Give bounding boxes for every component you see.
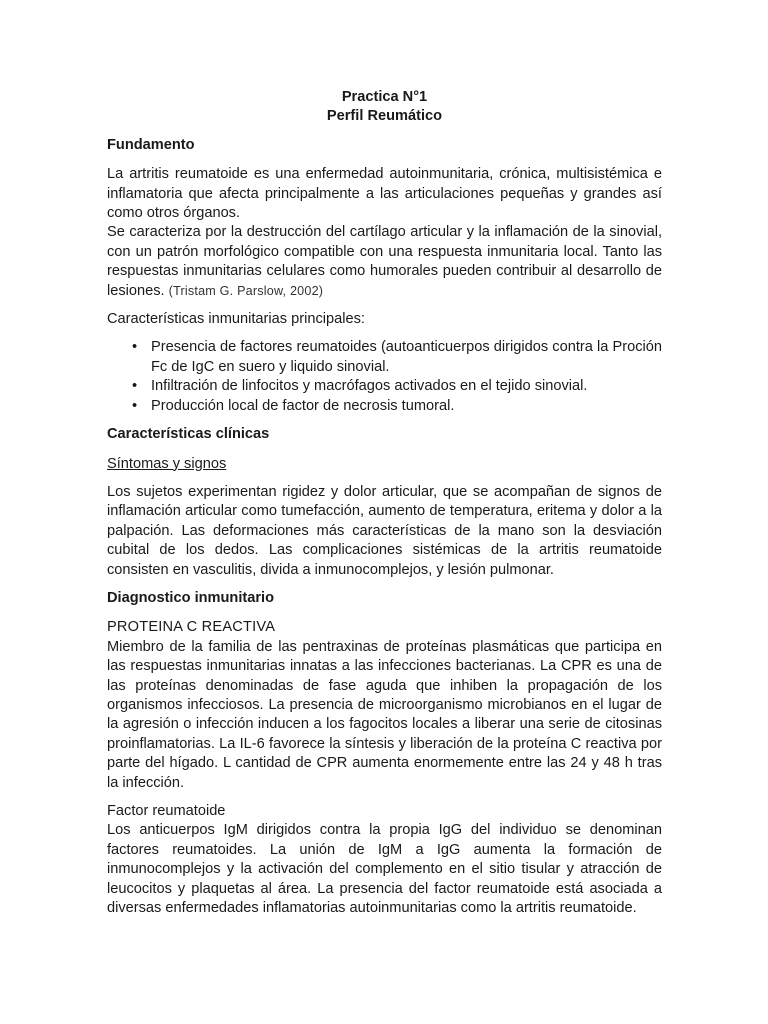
- list-item-text: Infiltración de linfocitos y macrófagos activados en el tejido sinovial.: [151, 378, 588, 395]
- fr-title: Factor reumatoide: [107, 803, 226, 819]
- list-item-text: Presencia de factores reumatoides (autoanticuerpos dirigidos contra la Proción Fc de IgC en suero y liquido sinovial.: [151, 339, 662, 375]
- fr-paragraph: Los anticuerpos IgM dirigidos contra la propia IgG del individuo se denominan factores reumatoides. La unión de IgM a IgG aumenta la formación de inmunocomplejos y la activación del complemento en el sitio tisular y atracción de leucocitos y plaquetas al área. La presencia del factor reumatoide está asociada a diversas enfermedades inflamatorias autoinmunitarias como la artritis reumatoide.: [107, 822, 662, 917]
- clinicas-paragraph: Los sujetos experimentan rigidez y dolor articular, que se acompañan de signos de inflamación articular como tumefacción, aumento de temperatura, eritema y dolor a la palpación. Las deformaciones más características de la mano son la desviación cubital de los dedos. Las complicaciones sistémicas de la artritis reumatoide consisten en vasculitis, divida a inmunocomplejos, y lesión pulmonar.: [107, 483, 662, 578]
- bullet-icon: •: [132, 378, 138, 395]
- sintomas-subheading: Síntomas y signos: [107, 455, 227, 472]
- list-item: [132, 377, 662, 396]
- fundamento-paragraph-2-text: Se caracteriza por la destrucción del cartílago articular y la inflamación de la sinovial, con un patrón morfológico compatible con una respuesta inmunitaria local. Tanto las respuestas inmunitarias celulares como humorales pueden contribuir al desarrollo de lesiones.: [107, 224, 662, 299]
- citation: (Tristam G. Parslow, 2002): [168, 283, 324, 298]
- bullet-icon: •: [132, 397, 138, 414]
- list-item: [132, 397, 662, 416]
- list-item-text: Producción local de factor de necrosis tumoral.: [151, 397, 455, 414]
- pcr-paragraph: Miembro de la familia de las pentraxinas de proteínas plasmáticas que participa en las respuestas inmunitarias innatas a las infecciones bacterianas. La CPR es una de las proteínas denominadas de fase aguda que inhiben la propagación de los organismos infecciosos. La presencia de microorganismo microbianos en el lugar de la agresión o infección inducen a los fagocitos locales a liberar una serie de citosinas proinflamatorias. La IL-6 favorece la síntesis y liberación de la proteína C reactiva por parte del hígado. L cantidad de CPR aumenta enormemente entre las 24 y 48 h tras la infección.: [107, 638, 662, 791]
- caracteristicas-intro: Características inmunitarias principales:: [107, 311, 365, 328]
- diagnostico-heading: Diagnostico inmunitario: [107, 589, 275, 606]
- document-subtitle: Perfil Reumático: [326, 108, 443, 125]
- bullet-icon: •: [132, 339, 138, 356]
- clinicas-heading: Características clínicas: [107, 426, 270, 443]
- fundamento-heading: Fundamento: [107, 136, 195, 153]
- pcr-title: PROTEINA C REACTIVA: [107, 619, 276, 636]
- fundamento-paragraph-1: La artritis reumatoide es una enfermedad autoinmunitaria, crónica, multisistémica e inflamatoria que afecta principalmente a las articulaciones pequeñas y grandes así como otros órganos.: [107, 166, 662, 222]
- title-block: [107, 88, 662, 127]
- list-item: [132, 338, 662, 377]
- caracteristicas-list: [107, 338, 662, 416]
- document-title: Practica N°1: [341, 89, 428, 105]
- fundamento-paragraph-2: [107, 223, 662, 301]
